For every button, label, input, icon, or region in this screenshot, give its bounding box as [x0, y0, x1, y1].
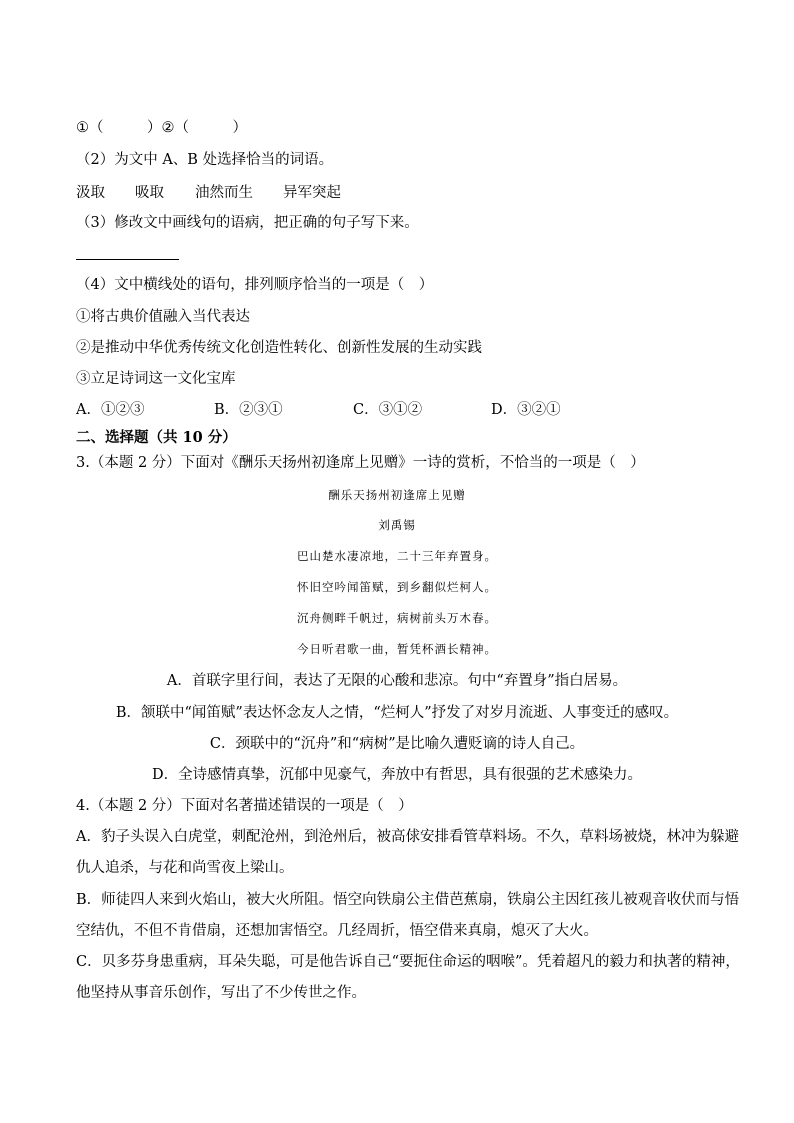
word-choice: 异军突起	[283, 185, 341, 201]
question-2: （2）为文中 A、B 处选择恰当的词语。	[76, 152, 334, 168]
word-choices	[76, 183, 341, 203]
word-choice: 油然而生	[195, 185, 253, 201]
poem-line-3: 沉舟侧畔千帆过，病树前头万木春。	[297, 611, 497, 625]
answer-blanks: ①（ ）②（ ）	[76, 120, 247, 136]
q4-option-a-line1: A．豹子头误入白虎堂，刺配沧州，到沧州后，被高俅安排看管草料场。不久，草料场被烧，林冲为躲避	[76, 829, 739, 845]
question-3: （3）修改文中画线句的语病，把正确的句子写下来。	[76, 215, 419, 231]
question-4-main: 4.（本题 2 分）下面对名著描述错误的一项是（ ）	[76, 798, 413, 814]
option-d: D．③②①	[491, 402, 561, 418]
q4-option-c-line1: C．贝多芬身患重病，耳朵失聪，可是他告诉自己“要扼住命运的咽喉”。凭着超凡的毅力和执著的精神，	[76, 954, 740, 970]
q3-option-c: C．颈联中的“沉舟”和“病树”是比喻久遭贬谪的诗人自己。	[209, 736, 585, 752]
option-c: C．③①②	[353, 402, 423, 418]
q3-option-a: A．首联字里行间，表达了无限的心酸和悲凉。句中“弃置身”指白居易。	[166, 673, 628, 689]
poem-title: 酬乐天扬州初逢席上见赠	[328, 488, 466, 502]
word-choice: 汲取	[76, 185, 105, 201]
sentence-1: ①将古典价值融入当代表达	[76, 309, 250, 325]
section-heading: 二、选择题（共 10 分）	[76, 429, 237, 446]
poem-line-2: 怀旧空吟闻笛赋，到乡翻似烂柯人。	[297, 580, 497, 594]
poem-author: 刘禹锡	[378, 518, 416, 532]
q4-option-a-line2: 仇人追杀，与花和尚雪夜上梁山。	[76, 860, 294, 876]
q4-option-b-line2: 空结仇，不但不肯借扇，还想加害悟空。几经周折，悟空借来真扇，熄灭了大火。	[76, 923, 598, 939]
q3-option-d: D．全诗感情真挚，沉郁中见豪气，奔放中有哲思，具有很强的艺术感染力。	[151, 767, 643, 783]
answer-underline	[76, 259, 179, 260]
sentence-3: ③立足诗词这一文化宝库	[76, 371, 236, 387]
word-choice: 吸取	[135, 185, 164, 201]
q3-option-b: B．颔联中“闻笛赋”表达怀念友人之情，“烂柯人”抒发了对岁月流逝、人事变迁的感叹。	[115, 705, 679, 721]
q4-option-c-line2: 他坚持从事音乐创作，写出了不少传世之作。	[76, 985, 366, 1001]
question-4: （4）文中横线处的语句，排列顺序恰当的一项是（ ）	[76, 277, 434, 293]
q4-options	[76, 400, 561, 420]
question-3-main: 3.（本题 2 分）下面对《酬乐天扬州初逢席上见赠》一诗的赏析，不恰当的一项是（ ）	[76, 455, 645, 471]
poem-line-1: 巴山楚水凄凉地，二十三年弃置身。	[297, 549, 497, 563]
sentence-2: ②是推动中华优秀传统文化创造性转化、创新性发展的生动实践	[76, 340, 482, 356]
option-b: B．②③①	[214, 402, 283, 418]
poem-line-4: 今日听君歌一曲，暂凭杯酒长精神。	[297, 642, 497, 656]
q4-option-b-line1: B．师徒四人来到火焰山，被大火所阻。悟空向铁扇公主借芭蕉扇，铁扇公主因红孩儿被观音收伏而与悟	[76, 892, 740, 908]
option-a: A．①②③	[76, 402, 145, 418]
